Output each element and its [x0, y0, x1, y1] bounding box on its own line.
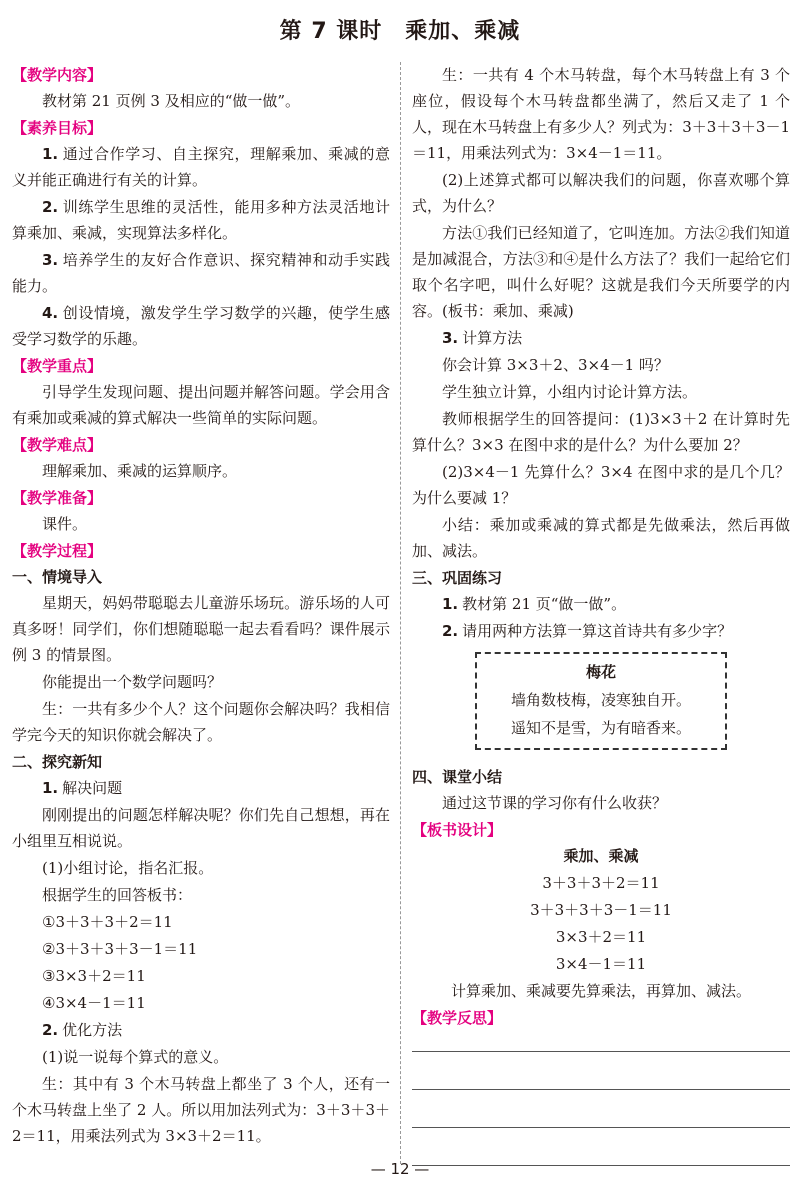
paragraph: (2)上述算式都可以解决我们的问题，你喜欢哪个算式，为什么？: [412, 171, 790, 215]
paragraph: 生：一共有 4 个木马转盘，每个木马转盘上有 3 个座位，假设每个木马转盘都坐满了，然后又走了 1 个人，现在木马转盘上有多少人？列式为：3＋3＋3＋3－1＝11，用乘法列式为：3×4－1＝11。: [412, 66, 790, 162]
numbered-subheading: 2. 优化方法: [42, 1021, 123, 1039]
left-column: [12, 62, 390, 1150]
paragraph: 你会计算 3×3＋2、3×4－1 吗？: [442, 356, 669, 374]
equation: ①3＋3＋3＋2＝11: [42, 913, 173, 931]
goal-item: 4. 创设情境，激发学生学习数学的兴趣，使学生感受学习数学的乐趣。: [12, 304, 390, 348]
writing-line: [412, 1089, 790, 1090]
page-number: — 12 —: [370, 1160, 430, 1178]
paragraph: 生：一共有多少个人？这个问题你会解决吗？我相信学完今天的知识你就会解决了。: [12, 700, 390, 744]
key-points-text: 引导学生发现问题、提出问题并解答问题。学会用含有乘加或乘减的算式解决一些简单的实际问题。: [12, 383, 390, 427]
exercise-item: 1. 教材第 21 页“做一做”。: [442, 595, 627, 613]
board-equation: 3×4－1＝11: [555, 955, 647, 973]
right-column: [412, 62, 790, 1203]
subheading-explore: 二、探究新知: [12, 753, 103, 771]
poem-line: 遥知不是雪，为有暗香来。: [510, 719, 691, 737]
section-heading-process: 【教学过程】: [12, 542, 103, 560]
board-design: [412, 843, 790, 1005]
board-equation: 3＋3＋3＋3－1＝11: [530, 901, 672, 919]
writing-line: [412, 1127, 790, 1128]
board-note: 计算乘加、乘减要先算乘法，再算加、减法。: [450, 982, 751, 1000]
equation: ③3×3＋2＝11: [42, 967, 146, 985]
paragraph: 方法①我们已经知道了，它叫连加。方法②我们知道是加减混合，方法③和④是什么方法了？我们一起给它们取个名字吧，叫什么好呢？这就是我们今天所要学的内容。(板书：乘加、乘减): [412, 224, 790, 320]
preparation-text: 课件。: [42, 515, 88, 533]
column-divider: [400, 62, 401, 1164]
paragraph: 根据学生的回答板书：: [42, 886, 193, 904]
paragraph: 学生独立计算，小组内讨论计算方法。: [442, 383, 698, 401]
paragraph: 通过这节课的学习你有什么收获？: [442, 794, 668, 812]
subheading-intro: 一、情境导入: [12, 568, 103, 586]
poem-title: 梅花: [585, 663, 616, 681]
goal-item: 2. 训练学生思维的灵活性，能用多种方法灵活地计算乘加、乘减，实现算法多样化。: [12, 198, 390, 242]
paragraph: (2)3×4－1 先算什么？3×4 在图中求的是几个几？为什么要减 1？: [412, 463, 790, 507]
paragraph: 小结：乘加或乘减的算式都是先做乘法，然后再做加、减法。: [412, 516, 790, 560]
board-title: 乘加、乘减: [563, 847, 639, 865]
board-equation: 3＋3＋3＋2＝11: [542, 874, 660, 892]
numbered-subheading: 3. 计算方法: [442, 329, 523, 347]
paragraph: 教师根据学生的回答提问：(1)3×3＋2 在计算时先算什么？3×3 在图中求的是什么？为什么要加 2？: [412, 410, 790, 454]
page-title: 第 7 课时 乘加、乘减: [279, 19, 521, 44]
reflection-lines: [412, 1051, 790, 1166]
writing-line: [412, 1051, 790, 1052]
paragraph: 星期天，妈妈带聪聪去儿童游乐场玩。游乐场的人可真多呀！同学们，你们想随聪聪一起去看看吗？课件展示例 3 的情景图。: [12, 594, 390, 664]
paragraph: (1)小组讨论，指名汇报。: [42, 859, 214, 877]
equation: ②3＋3＋3＋3－1＝11: [42, 940, 198, 958]
section-heading-reflection: 【教学反思】: [412, 1009, 503, 1027]
numbered-subheading: 1. 解决问题: [42, 779, 123, 797]
board-equation: 3×3＋2＝11: [555, 928, 647, 946]
section-heading-preparation: 【教学准备】: [12, 489, 103, 507]
poem-line: 墙角数枝梅，凌寒独自开。: [510, 691, 691, 709]
subheading-summary: 四、课堂小结: [412, 768, 503, 786]
goal-item: 1. 通过合作学习、自主探究，理解乘加、乘减的意义并能正确进行有关的计算。: [12, 145, 390, 189]
paragraph: (1)说一说每个算式的意义。: [42, 1048, 229, 1066]
section-heading-goals: 【素养目标】: [12, 119, 103, 137]
goal-item: 3. 培养学生的友好合作意识、探究精神和动手实践能力。: [12, 251, 390, 295]
content-text: 教材第 21 页例 3 及相应的“做一做”。: [42, 92, 301, 110]
exercise-item: 2. 请用两种方法算一算这首诗共有多少字？: [442, 622, 733, 640]
poem-box: [475, 652, 727, 750]
section-heading-board: 【板书设计】: [412, 821, 503, 839]
section-heading-key-points: 【教学重点】: [12, 357, 103, 375]
paragraph: 生：其中有 3 个木马转盘上都坐了 3 个人，还有一个木马转盘上坐了 2 人。所以用加法列式为：3＋3＋3＋2＝11，用乘法列式为 3×3＋2＝11。: [12, 1075, 390, 1145]
section-heading-content: 【教学内容】: [12, 66, 103, 84]
paragraph: 你能提出一个数学问题吗？: [42, 673, 223, 691]
section-heading-difficulty: 【教学难点】: [12, 436, 103, 454]
paragraph: 刚刚提出的问题怎样解决呢？你们先自己想想，再在小组里互相说说。: [12, 806, 390, 850]
difficulty-text: 理解乘加、乘减的运算顺序。: [42, 462, 238, 480]
subheading-practice: 三、巩固练习: [412, 569, 503, 587]
equation: ④3×4－1＝11: [42, 994, 146, 1012]
